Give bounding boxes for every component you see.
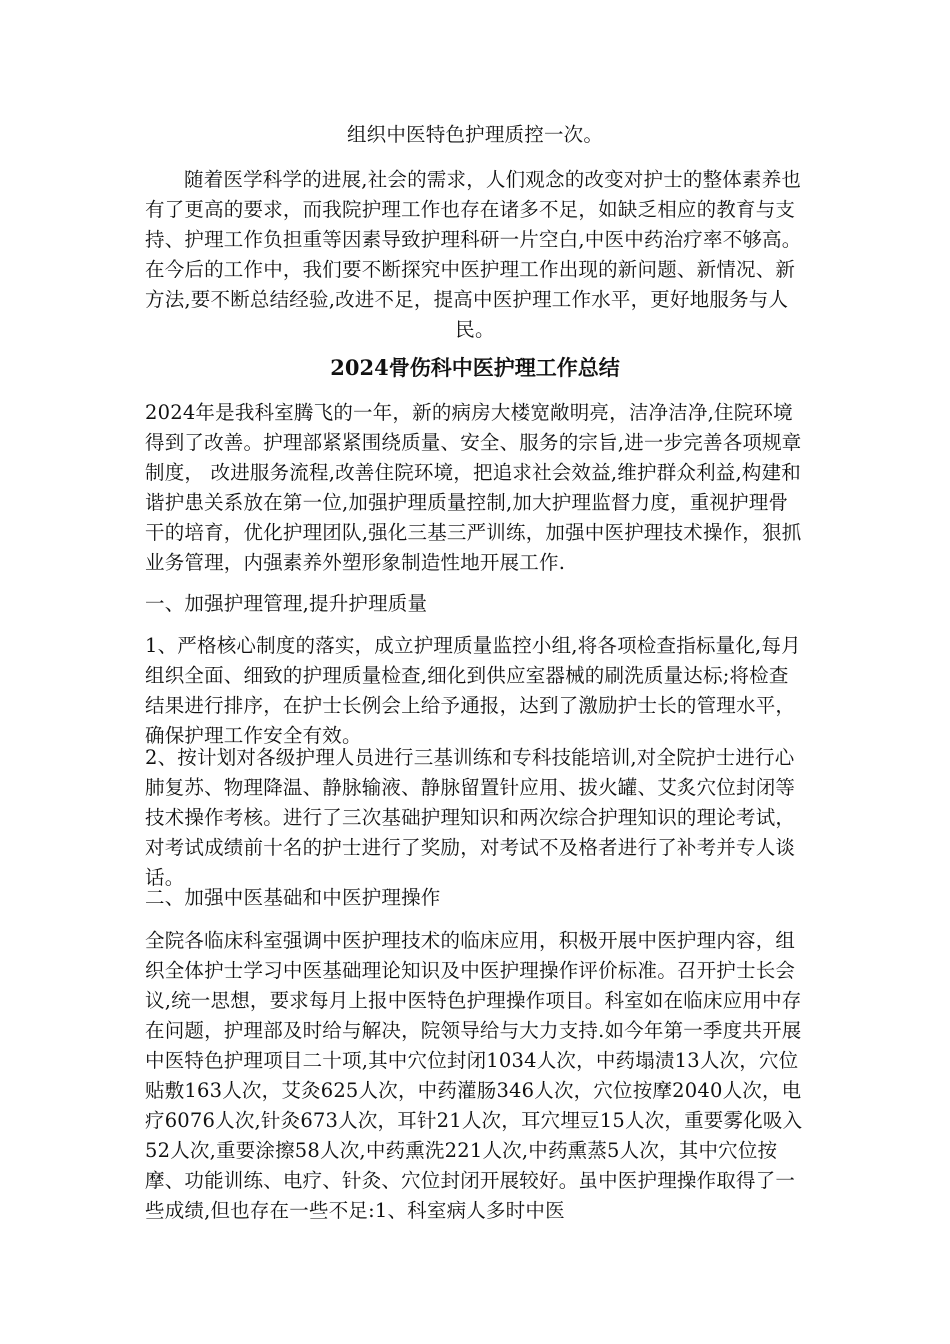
opening-paragraph: 2024年是我科室腾飞的一年，新的病房大楼宽敞明亮，洁净洁净,住院环境得到了改善。护理部紧紧围绕质量、安全、服务的宗旨,进一步完善各项规章制度， 改进服务流程,改善住院环境，把追求社会效益,维护群众利益,构建和谐护患关系放在第一位,加强护理质量控制,加大护理监督力度，重视护理骨干的培育，优化护理团队,强化三基三严训练，加强中医护理技术操作，狠抓业务管理，内强素养外塑形象制造性地开展工作. — [145, 401, 802, 574]
section-2-paragraph: 全院各临床科室强调中医护理技术的临床应用，积极开展中医护理内容，组织全体护士学习中医基础理论知识及中医护理操作评价标准。召开护士长会议,统一思想，要求每月上报中医特色护理操作项目。科室如在临床应用中存在问题，护理部及时给与解决，院领导给与大力支持.如今年第一季度共开展中医特色护理项目二十项,其中穴位封闭1034人次，中药塌渍13人次，穴位贴敷163人次，艾灸625人次，中药灌肠346人次，穴位按摩2040人次，电疗6076人次,针灸673人次，耳针21人次，耳穴埋豆15人次，重要雾化吸入52人次,重要涂擦58人次,中药熏洗221人次,中药熏蒸5人次，其中穴位按摩、功能训练、电疗、针灸、穴位封闭开展较好。虽中医护理操作取得了一些成绩,但也存在一些不足:1、科室病人多时中医 — [145, 929, 803, 1222]
intro-paragraph: 随着医学科学的进展,社会的需求，人们观念的改变对护士的整体素养也有了更高的要求，而我院护理工作也存在诸多不足，如缺乏相应的教育与支持、护理工作负担重等因素导致护理科研一片空白,中医中药治疗率不够高。在今后的工作中，我们要不断探究中医护理工作出现的新问题、新情况、新方法,要不断总结经验,改进不足，提高中医护理工作水平，更好地服务与人民。 — [145, 168, 802, 341]
intro-line: 组织中医特色护理质控一次。 — [346, 123, 604, 146]
section-1-item-2: 2、按计划对各级护理人员进行三基训练和专科技能培训,对全院护士进行心肺复苏、物理降温、静脉输液、静脉留置针应用、拔火罐、艾炙穴位封闭等技术操作考核。进行了三次基础护理知识和两次综合护理知识的理论考试，对考试成绩前十名的护士进行了奖励，对考试不及格者进行了补考并专人谈话。 — [145, 746, 796, 889]
section-1-heading: 一、加强护理管理,提升护理质量 — [145, 592, 428, 615]
section-2-heading: 二、加强中医基础和中医护理操作 — [145, 886, 441, 909]
section-1-item-1: 1、严格核心制度的落实，成立护理质量监控小组,将各项检查指标量化,每月组织全面、细致的护理质量检查,细化到供应室器械的刷洗质量达标;将检查结果进行排序，在护士长例会上给予通报，达到了激励护士长的管理水平，确保护理工作安全有效。 — [145, 634, 801, 747]
document-title: 2024骨伤科中医护理工作总结 — [330, 355, 620, 380]
